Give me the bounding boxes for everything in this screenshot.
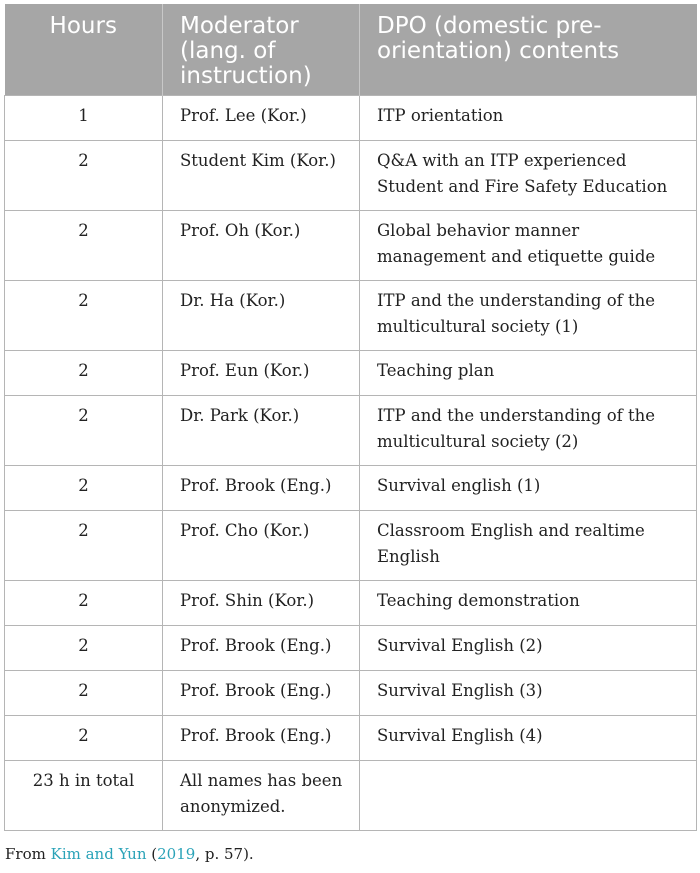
source-note [5,845,254,863]
header-moderator: Moderator (lang. of instruction) [163,4,360,96]
cell-moderator: Prof. Brook (Eng.) [163,466,360,511]
table-row [5,626,697,671]
cell-contents: ITP and the understanding of the multicultural society (1) [360,281,697,351]
cell-moderator: Student Kim (Kor.) [163,141,360,211]
cell-moderator: Dr. Park (Kor.) [163,396,360,466]
header-contents: DPO (domestic pre-orientation) contents [360,4,697,96]
cell-hours: 2 [5,466,163,511]
cell-contents: Teaching plan [360,351,697,396]
cell-contents: ITP orientation [360,96,697,141]
total-row [5,761,697,831]
cell-moderator: Prof. Brook (Eng.) [163,716,360,761]
cell-hours: 2 [5,671,163,716]
cell-moderator: Prof. Lee (Kor.) [163,96,360,141]
cell-moderator: Prof. Brook (Eng.) [163,626,360,671]
source-suffix: , p. 57). [195,845,254,863]
cell-hours: 2 [5,351,163,396]
cell-contents: Global behavior manner management and etiquette guide [360,211,697,281]
source-paren: ( [146,845,158,863]
cell-contents: Q&A with an ITP experienced Student and Fire Safety Education [360,141,697,211]
citation-year-link[interactable]: 2019 [157,845,196,863]
cell-hours: 2 [5,141,163,211]
table-row [5,141,697,211]
cell-anonymization-note: All names has been anonymized. [163,761,360,831]
table-row [5,581,697,626]
cell-hours: 2 [5,716,163,761]
cell-total-hours: 23 h in total [5,761,163,831]
cell-contents: Survival English (3) [360,671,697,716]
table-row [5,211,697,281]
cell-empty [360,761,697,831]
cell-contents: Teaching demonstration [360,581,697,626]
source-prefix: From [5,845,51,863]
table-row [5,96,697,141]
table-body [5,96,697,831]
table-row [5,511,697,581]
cell-hours: 2 [5,626,163,671]
cell-moderator: Prof. Cho (Kor.) [163,511,360,581]
table-row [5,281,697,351]
table-row [5,716,697,761]
citation-author-link[interactable]: Kim and Yun [50,845,147,863]
cell-contents: Classroom English and realtime English [360,511,697,581]
table-header [5,4,697,96]
header-row [5,4,697,96]
cell-hours: 2 [5,581,163,626]
cell-hours: 2 [5,211,163,281]
table-row [5,351,697,396]
dpo-schedule-table [4,4,697,831]
cell-contents: Survival English (4) [360,716,697,761]
cell-hours: 2 [5,511,163,581]
cell-moderator: Prof. Shin (Kor.) [163,581,360,626]
table-container [4,4,696,831]
cell-moderator: Prof. Eun (Kor.) [163,351,360,396]
cell-contents: ITP and the understanding of the multicultural society (2) [360,396,697,466]
header-hours: Hours [5,4,163,96]
table-row [5,671,697,716]
cell-moderator: Dr. Ha (Kor.) [163,281,360,351]
cell-moderator: Prof. Oh (Kor.) [163,211,360,281]
cell-contents: Survival English (2) [360,626,697,671]
cell-contents: Survival english (1) [360,466,697,511]
cell-hours: 1 [5,96,163,141]
table-row [5,396,697,466]
cell-hours: 2 [5,281,163,351]
table-row [5,466,697,511]
cell-hours: 2 [5,396,163,466]
cell-moderator: Prof. Brook (Eng.) [163,671,360,716]
